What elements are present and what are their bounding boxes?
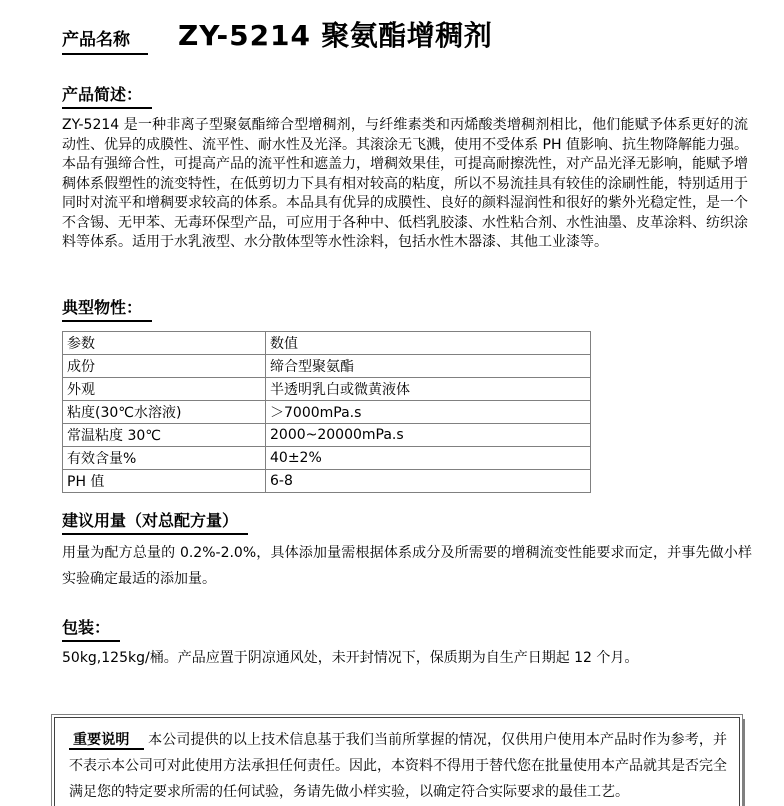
table-row (63, 446, 591, 469)
table-row (63, 469, 591, 492)
section-brief (62, 82, 748, 253)
brief-heading: 产品简述： (62, 82, 152, 109)
table-row (63, 423, 591, 446)
table-row (63, 400, 591, 423)
product-name-label: 产品名称 (62, 25, 148, 55)
param-cell: 成份 (63, 354, 266, 377)
brief-paragraph: ZY-5214 是一种非离子型聚氨酯缔合型增稠剂，与纤维素类和丙烯酸类增稠剂相比，他们能赋予体系更好的流动性、优异的成膜性、流平性、耐水性及光泽。其滚涂无飞溅，使用不受体系 PH 值影响、抗生物降解能力强。本品有强缔合性，可提高产品的流平性和遮盖力，增稠效果佳，可提高耐擦洗性，对产品光泽无影响，能赋予增稠体系假塑性的流变特性，在低剪切力下具有相对较高的粘度，所以不易流挂具有较佳的涂刷性能，特别适用于同时对流平和增稠要求较高的体系。本品具有优异的成膜性、良好的颜料湿润性和很好的紫外光稳定性，是一个不含锡、无甲苯、无毒环保型产品，可应用于各种中、低档乳胶漆、水性粘合剂、水性油墨、皮革涂料、纺织涂料等体系。适用于水乳液型、水分散体型等水性涂料，包括水性木器漆、其他工业漆等。 (62, 117, 748, 250)
value-cell: 半透明乳白或微黄液体 (266, 377, 591, 400)
section-dosage (62, 508, 752, 592)
product-code: ZY-5214 (178, 19, 312, 52)
dosage-heading: 建议用量（对总配方量） (62, 508, 248, 535)
dosage-paragraph: 用量为配方总量的 0.2%-2.0%，具体添加量需根据体系成分及所需要的增稠流变性能要求而定，并事先做小样实验确定最适的添加量。 (62, 544, 752, 587)
section-properties (62, 295, 744, 493)
col-header-value: 数值 (266, 331, 591, 354)
value-cell: 6-8 (266, 469, 591, 492)
value-cell: ＞7000mPa.s (266, 400, 591, 423)
packaging-paragraph: 50kg,125kg/桶。产品应置于阴凉通风处，未开封情况下，保质期为自生产日期起 12 个月。 (62, 649, 639, 666)
notice-label: 重要说明 (69, 732, 144, 750)
table-row (63, 354, 591, 377)
title-row (62, 14, 744, 55)
product-type: 聚氨酯增稠剂 (321, 19, 493, 52)
notice-text: 本公司提供的以上技术信息基于我们当前所掌握的情况，仅供用户使用本产品时作为参考，并不表示本公司可对此使用方法承担任何责任。因此，本资料不得用于替代您在批量使用本产品就其是否完全满足您的特定要求所需的任何试验，务请先做小样实验，以确定符合实际要求的最佳工艺。 (69, 731, 728, 800)
param-cell: 粘度(30℃水溶液) (63, 400, 266, 423)
col-header-parameter: 参数 (63, 331, 266, 354)
param-cell: 有效含量% (63, 446, 266, 469)
value-cell: 40±2% (266, 446, 591, 469)
page-title (178, 14, 492, 54)
packaging-heading: 包装： (62, 615, 120, 642)
param-cell: 常温粘度 30℃ (63, 423, 266, 446)
properties-heading: 典型物性： (62, 295, 152, 322)
table-row (63, 377, 591, 400)
param-cell: 外观 (63, 377, 266, 400)
table-header-row (63, 331, 591, 354)
value-cell: 缔合型聚氨酯 (266, 354, 591, 377)
value-cell: 2000~20000mPa.s (266, 423, 591, 446)
important-notice-box (54, 717, 740, 806)
section-packaging (62, 615, 744, 668)
properties-table (62, 331, 591, 493)
param-cell: PH 值 (63, 469, 266, 492)
